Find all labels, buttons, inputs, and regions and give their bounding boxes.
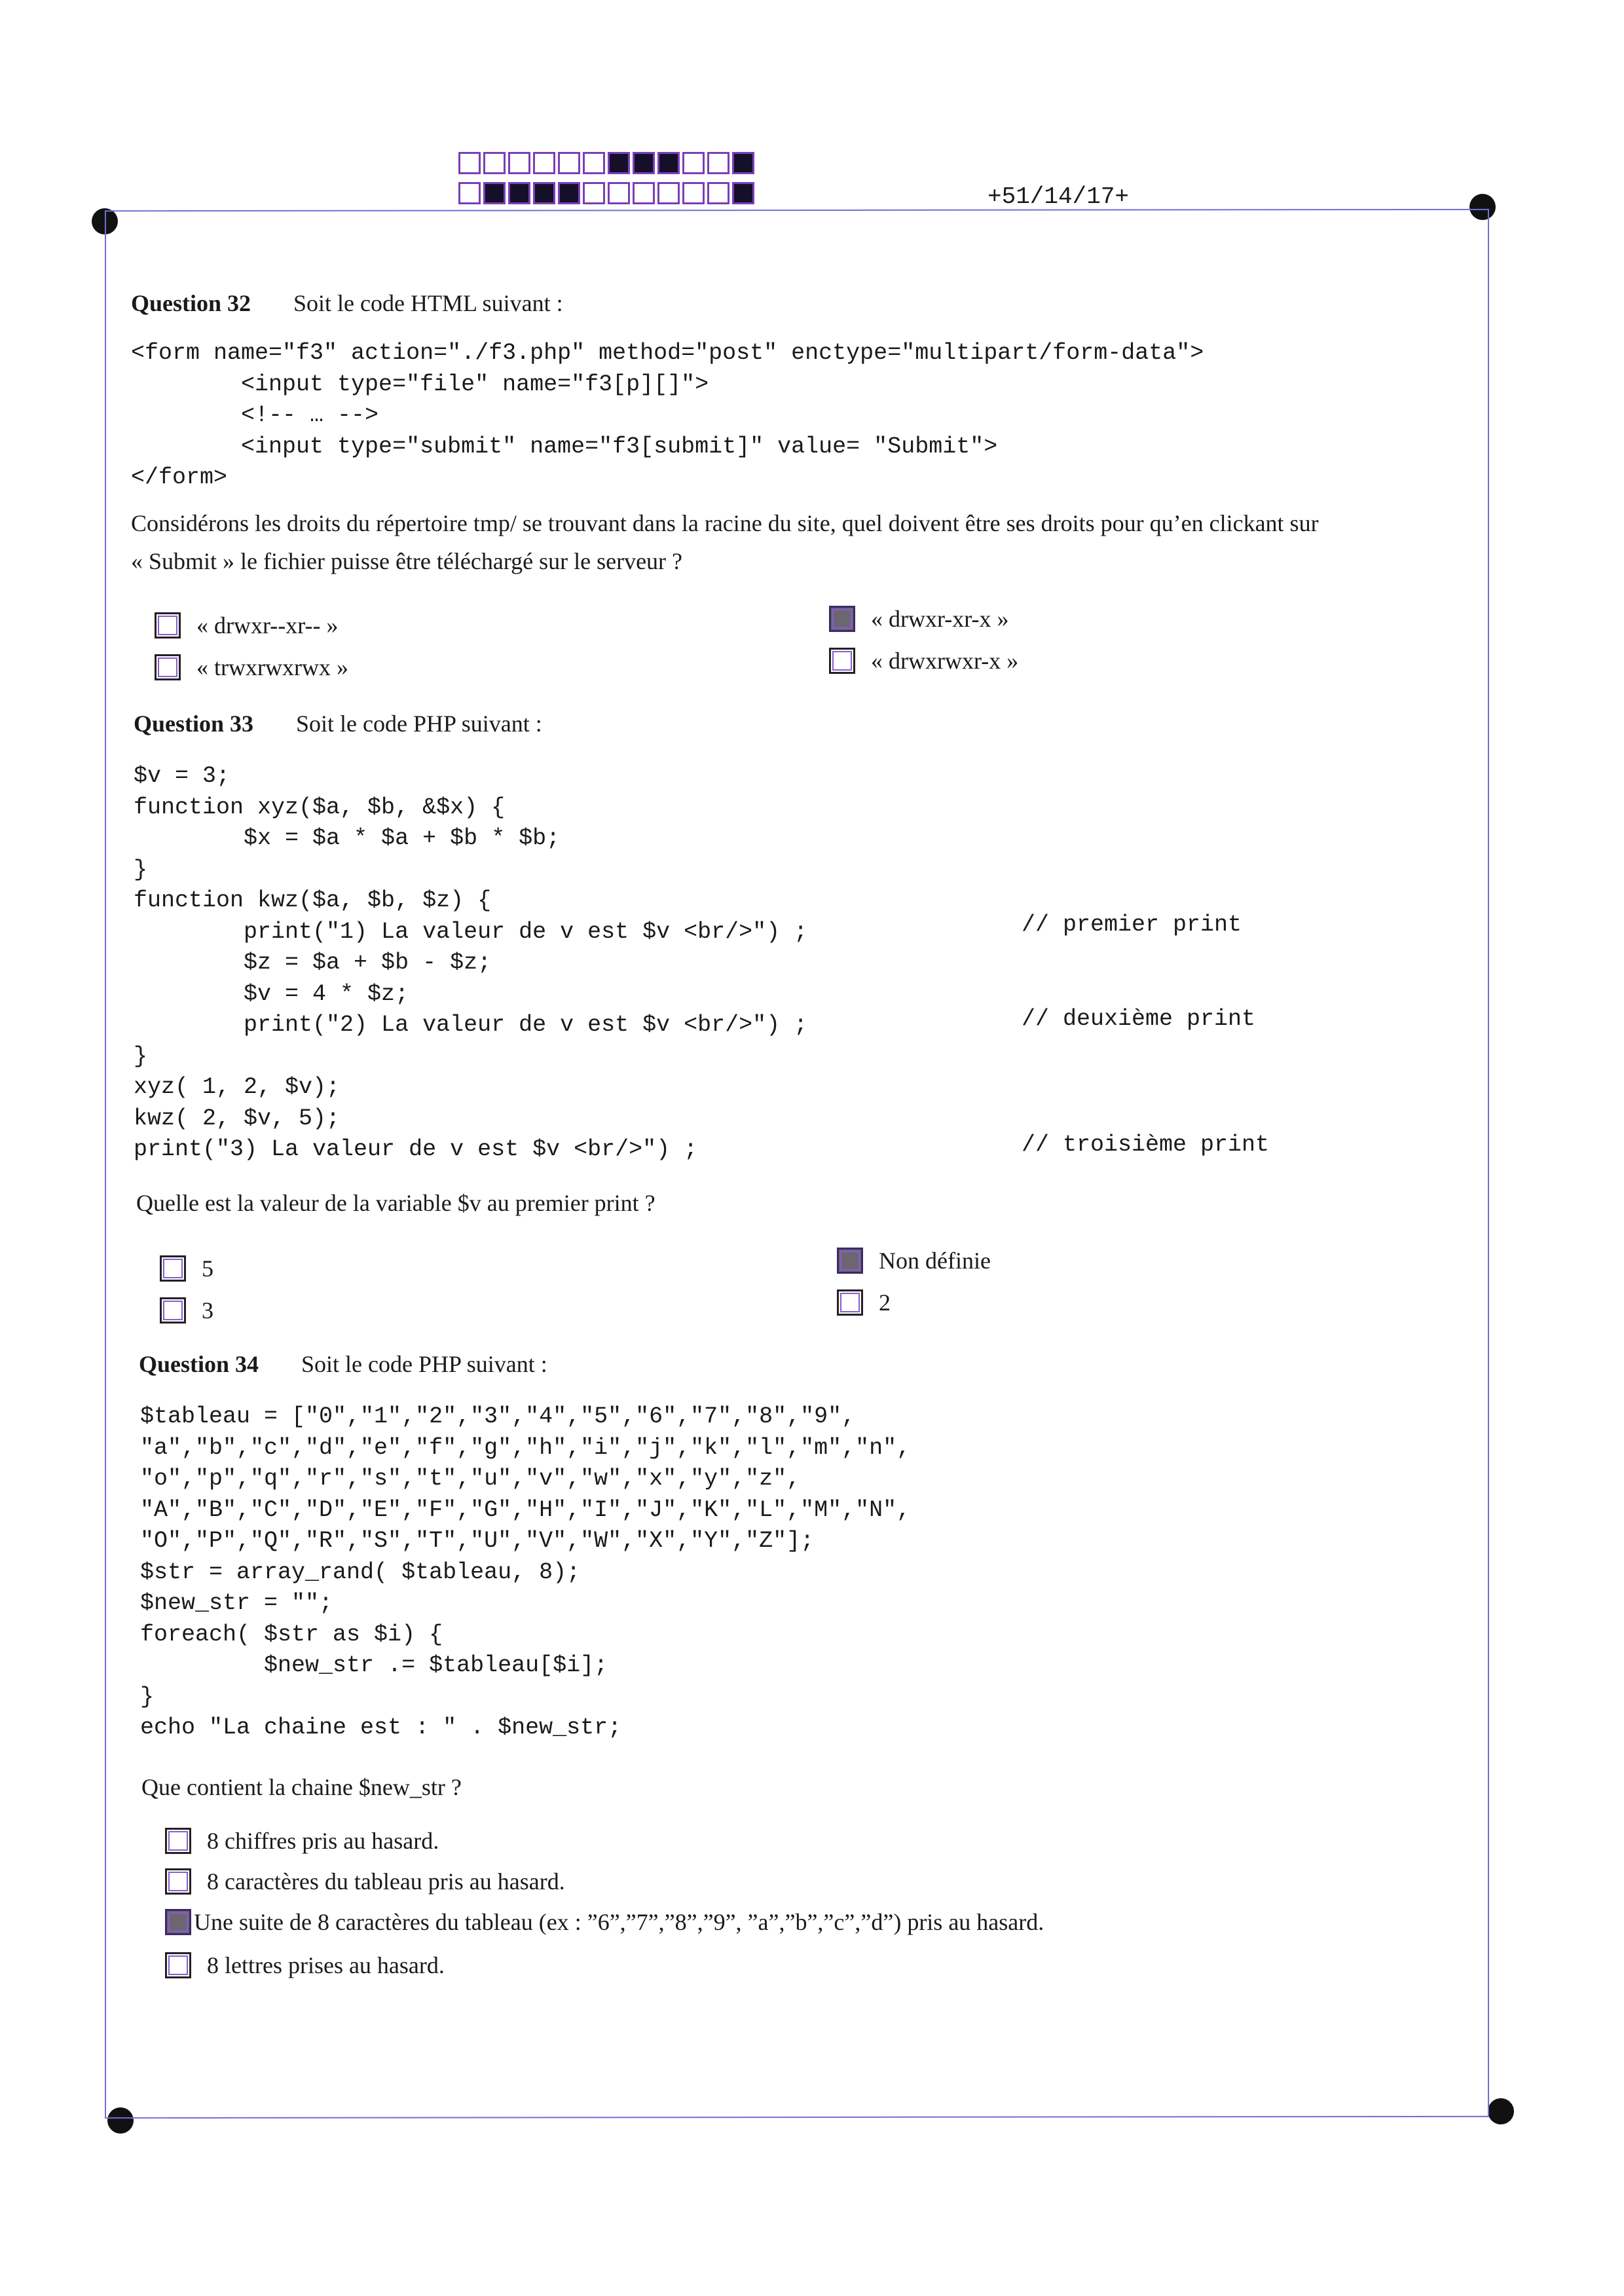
question-title: Question 33 xyxy=(134,711,254,737)
option-label: 3 xyxy=(202,1297,213,1324)
q32-option-2[interactable] xyxy=(829,605,1009,633)
id-grid-row xyxy=(458,152,757,178)
question-intro: Soit le code HTML suivant : xyxy=(293,290,563,316)
id-grid-cell-filled xyxy=(608,152,630,174)
id-grid-cell-empty xyxy=(657,182,680,204)
id-grid-cell-filled xyxy=(732,152,754,174)
q32-question-line-1: Considérons les droits du répertoire tmp/ se trouvant dans la racine du site, quel doivent être ses droits pour qu’en clickant sur xyxy=(131,510,1319,536)
q33-code-block: $v = 3; function xyz($a, $b, &$x) { $x = $a * $a + $b * $b; } function kwz($a, $b, $z) { print("1) La valeur de v est $v <br/>") ; $z = $a + $b - $z; $v = 4 * $z; print("2) La valeur de v est $v <br/>") ; } xyz( 1, 2, $v); kwz( 2, $v, 5); print("3) La valeur de v est $v <br/>") ; xyxy=(134,763,808,1162)
id-grid-cell-empty xyxy=(508,152,530,174)
question-33-header xyxy=(134,710,542,737)
q34-option-2[interactable] xyxy=(165,1868,565,1895)
q33-comment-2: // deuxième print xyxy=(1022,1006,1256,1032)
id-grid-cell-empty xyxy=(583,182,605,204)
option-label: 8 lettres prises au hasard. xyxy=(207,1952,445,1978)
corner-dot-bottom-right xyxy=(1488,2098,1514,2124)
q33-option-3[interactable] xyxy=(160,1297,213,1324)
q33-option-1[interactable] xyxy=(160,1255,213,1282)
id-grid-cell-empty xyxy=(682,182,705,204)
id-grid-cell-empty xyxy=(633,182,655,204)
q34-option-3[interactable] xyxy=(165,1908,1044,1936)
option-label: « trwxrwxrwx » xyxy=(196,654,348,680)
id-grid-cell-empty xyxy=(558,152,580,174)
question-32-header xyxy=(131,289,563,317)
checkbox-checked[interactable] xyxy=(165,1909,191,1935)
q33-comment-3: // troisième print xyxy=(1022,1132,1270,1158)
id-grid-cell-empty xyxy=(483,152,506,174)
question-34-header xyxy=(139,1350,547,1378)
id-grid-cell-filled xyxy=(558,182,580,204)
option-label: 5 xyxy=(202,1255,213,1282)
q32-question-line-2: « Submit » le fichier puisse être téléchargé sur le serveur ? xyxy=(131,548,683,574)
option-label: 8 caractères du tableau pris au hasard. xyxy=(207,1868,565,1895)
checkbox[interactable] xyxy=(837,1289,863,1316)
q34-code-block: $tableau = ["0","1","2","3","4","5","6","7","8","9", "a","b","c","d","e","f","g","h","i","j","k","l","m","n", "o","p","q","r","s","t","u","v","w","x","y","z", "A","B","C","D","E","F","G","H","I","J","K","L","M","N", "O","P","Q","R","S","T","U","V","W","X","Y","Z"]; $str = array_rand( $tableau, 8); $new_str = ""; foreach( $str as $i) { $new_str .= $tableau[$i]; } echo "La chaine est : " . $new_str; xyxy=(140,1403,911,1741)
option-label: « drwxrwxr-x » xyxy=(871,648,1019,674)
id-grid-cell-empty xyxy=(682,152,705,174)
option-label: Non définie xyxy=(879,1248,991,1274)
q34-option-4[interactable] xyxy=(165,1952,445,1979)
option-label: Une suite de 8 caractères du tableau (ex : ”6”,”7”,”8”,”9”, ”a”,”b”,”c”,”d”) pris au hasard. xyxy=(194,1909,1044,1935)
checkbox[interactable] xyxy=(829,648,855,674)
checkbox[interactable] xyxy=(160,1297,186,1324)
question-intro: Soit le code PHP suivant : xyxy=(301,1351,547,1377)
id-grid-cell-empty xyxy=(583,152,605,174)
question-intro: Soit le code PHP suivant : xyxy=(296,711,542,737)
q34-question: Que contient la chaine $new_str ? xyxy=(141,1774,462,1800)
option-label: 8 chiffres pris au hasard. xyxy=(207,1828,439,1854)
id-grid-row xyxy=(458,182,757,208)
id-grid-cell-filled xyxy=(508,182,530,204)
id-grid-cell-filled xyxy=(657,152,680,174)
q32-option-1[interactable] xyxy=(155,612,338,639)
id-grid-cell-filled xyxy=(533,182,555,204)
id-grid-cell-empty xyxy=(458,182,481,204)
page-id: +51/14/17+ xyxy=(987,183,1130,210)
id-grid-cell-empty xyxy=(707,182,729,204)
checkbox[interactable] xyxy=(160,1255,186,1282)
id-grid-cell-empty xyxy=(458,152,481,174)
checkbox[interactable] xyxy=(155,654,181,680)
checkbox[interactable] xyxy=(165,1868,191,1895)
id-grid-cell-empty xyxy=(533,152,555,174)
checkbox-checked[interactable] xyxy=(829,606,855,632)
q32-option-3[interactable] xyxy=(155,654,348,681)
checkbox[interactable] xyxy=(165,1828,191,1854)
id-grid-cell-filled xyxy=(633,152,655,174)
q34-option-1[interactable] xyxy=(165,1827,439,1855)
id-code-grid xyxy=(458,152,757,212)
id-grid-cell-filled xyxy=(732,182,754,204)
checkbox-checked[interactable] xyxy=(837,1248,863,1274)
question-title: Question 32 xyxy=(131,290,251,316)
q33-question: Quelle est la valeur de la variable $v au premier print ? xyxy=(136,1190,655,1216)
option-label: 2 xyxy=(879,1289,891,1316)
q33-comment-1: // premier print xyxy=(1022,912,1242,938)
q33-option-2[interactable] xyxy=(837,1247,991,1274)
option-label: « drwxr-xr-x » xyxy=(871,606,1009,632)
id-grid-cell-filled xyxy=(483,182,506,204)
checkbox[interactable] xyxy=(165,1952,191,1978)
q33-option-4[interactable] xyxy=(837,1289,891,1316)
q32-code-block: <form name="f3" action="./f3.php" method="post" enctype="multipart/form-data"> <input type="file" name="f3[p][]"> <!-- … --> <input type="submit" name="f3[submit]" value= "Submit"> </form> xyxy=(131,340,1204,491)
id-grid-cell-empty xyxy=(608,182,630,204)
q32-option-4[interactable] xyxy=(829,647,1018,675)
question-title: Question 34 xyxy=(139,1351,259,1377)
checkbox[interactable] xyxy=(155,612,181,639)
id-grid-cell-empty xyxy=(707,152,729,174)
option-label: « drwxr--xr-- » xyxy=(196,612,339,639)
